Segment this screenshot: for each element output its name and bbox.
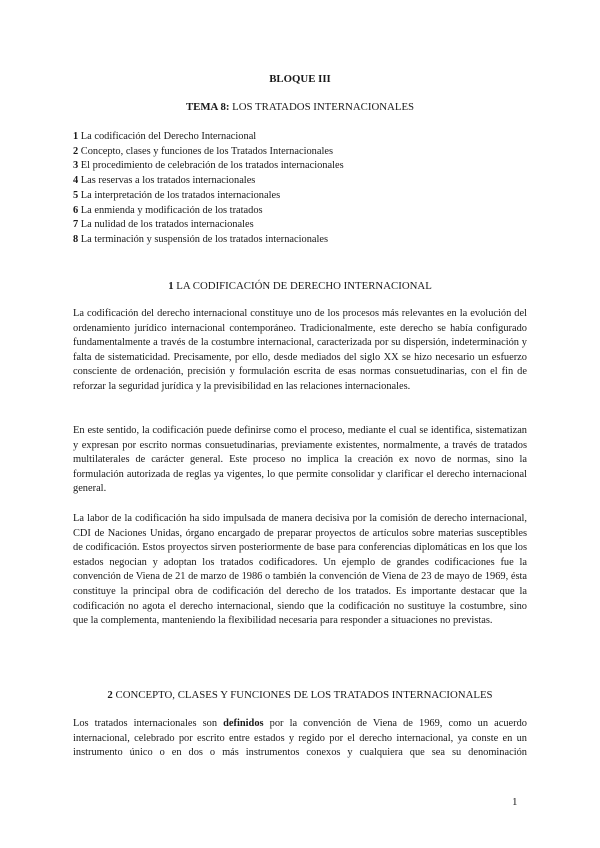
toc-item bbox=[73, 204, 533, 219]
toc-item-number: 6 bbox=[73, 204, 79, 216]
toc-item bbox=[73, 218, 533, 233]
toc-item bbox=[73, 174, 533, 189]
paragraph: La labor de la codificación ha sido impulsada de manera decisiva por la comisión de derecho internacional, CDI de Naciones Unidas, órgano encargado de preparar proyectos de artículos sobre materias susceptibles de codificación. Estos proyectos sirven posteriormente de base para conferencias diplomáticas en los que los estados negocian y adoptan los tratados codificadores. Un ejemplo de grandes codificaciones fue la convención de Viena de 21 de marzo de 1986 o también la convención de Viena de 23 de mayo de 1969, ésta constituye la principal obra de codificación del derecho de los tratados. Es importante destacar que la codificación no agota el derecho internacional, siendo que la codificación no sustituye la costumbre, sino que la complementa, manteniendo la flexibilidad necesaria para responder a situaciones no previstas. bbox=[73, 513, 527, 627]
toc-item-text: Las reservas a los tratados internacionales bbox=[78, 175, 256, 187]
emphasis-text: definidos bbox=[223, 718, 264, 729]
toc-item-number: 2 bbox=[73, 145, 79, 157]
tema-label: TEMA 8: bbox=[185, 101, 230, 113]
toc-item-number: 1 bbox=[73, 131, 79, 142]
toc-item bbox=[73, 233, 533, 248]
toc-item bbox=[73, 130, 533, 145]
toc-item-number: 3 bbox=[73, 160, 79, 172]
block-title: BLOQUE III bbox=[269, 73, 331, 85]
section-heading bbox=[0, 688, 600, 703]
toc-item-number: 7 bbox=[73, 219, 79, 231]
paragraph bbox=[73, 717, 527, 761]
section-number: 1 bbox=[168, 280, 174, 292]
toc-item-text: El procedimiento de celebración de los tratados internacionales bbox=[78, 160, 344, 172]
paragraph: En este sentido, la codificación puede definirse como el proceso, mediante el cual se identifica, sistematizan y expresan por escrito normas consuetudinarias, previamente existentes, normalmente, a través de tratados multilaterales de carácter general. Este proceso no implica la creación ex novo de normas, sino la formulación autorizada de reglas ya vigentes, lo que permite consolidar y clarificar el derecho internacional general. bbox=[73, 425, 527, 495]
toc-item-text: La terminación y suspensión de los tratados internacionales bbox=[78, 233, 329, 245]
table-of-contents bbox=[73, 130, 533, 248]
section-heading bbox=[0, 279, 600, 294]
toc-item bbox=[73, 145, 533, 160]
paragraph-text: por la convención de Viena de 1969, como un acuerdo internacional, celebrado por escrito entre estados y regido por el derecho internacional, ya conste en un instrumento único o en dos o más instrumentos conexos y cualquiera que sea su denominación bbox=[73, 718, 527, 759]
section-number: 2 bbox=[107, 689, 113, 701]
toc-item-text: Concepto, clases y funciones de los Tratados Internacionales bbox=[78, 145, 334, 157]
section-title: LA CODIFICACIÓN DE DERECHO INTERNACIONAL bbox=[173, 280, 432, 292]
toc-item-text: La interpretación de los tratados internacionales bbox=[78, 189, 281, 201]
toc-item-text: La nulidad de los tratados internacionales bbox=[78, 219, 254, 231]
toc-item-text: La codificación del Derecho Internacional bbox=[78, 131, 257, 142]
page-number: 1 bbox=[512, 796, 518, 808]
section-title: CONCEPTO, CLASES Y FUNCIONES DE LOS TRATADOS INTERNACIONALES bbox=[112, 689, 493, 701]
toc-item-number: 4 bbox=[73, 175, 79, 187]
toc-item-text: La enmienda y modificación de los tratados bbox=[78, 204, 263, 216]
toc-item-number: 8 bbox=[73, 233, 79, 245]
paragraph-text: Los tratados internacionales son bbox=[73, 718, 224, 729]
paragraph: La codificación del derecho internacional constituye uno de los procesos más relevantes en la evolución del ordenamiento jurídico internacional contemporáneo. Tradicionalmente, este derecho se había configurado fundamentalmente a través de la costumbre internacional, caracterizada por su dispersión, indeterminación y falta de sistematicidad. Precisamente, por ello, desde mediados del siglo XX se hizo necesario un esfuerzo consciente de ordenación, precisión y formulación escrita de esas normas consuetudinarias, con el fin de reforzar la seguridad jurídica y la previsibilidad en las relaciones internacionales. bbox=[73, 308, 527, 392]
tema-name: LOS TRATADOS INTERNACIONALES bbox=[229, 101, 415, 113]
tema-title bbox=[0, 100, 600, 115]
toc-item bbox=[73, 189, 533, 204]
toc-item-number: 5 bbox=[73, 189, 79, 201]
toc-item bbox=[73, 159, 533, 174]
